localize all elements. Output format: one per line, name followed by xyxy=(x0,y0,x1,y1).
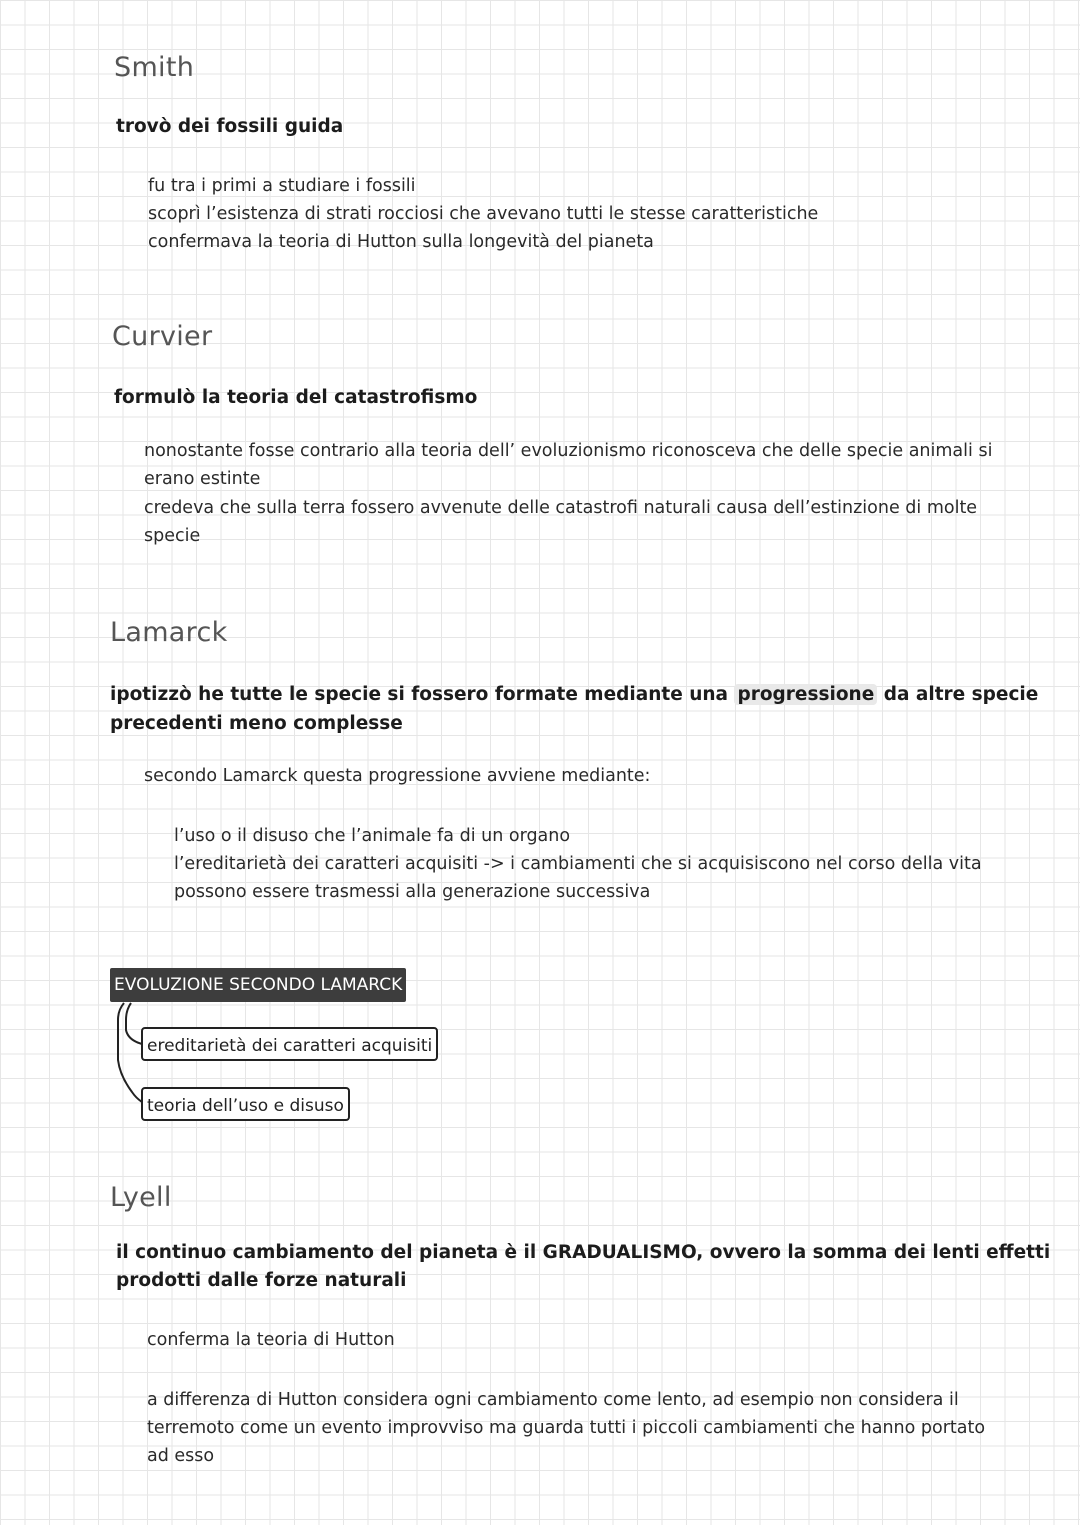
highlighted-term: progressione xyxy=(734,684,877,705)
lamarck-heading xyxy=(110,684,1038,705)
connector-to-uso-disuso xyxy=(118,1003,142,1102)
lamarck-heading-part2: da altre specie xyxy=(883,684,1039,705)
diagram-root-node: EVOLUZIONE SECONDO LAMARCK xyxy=(110,968,406,1002)
curvier-heading: formulò la teoria del catastrofismo xyxy=(114,387,478,408)
curvier-line: credeva che sulla terra fossero avvenute delle catastrofi naturali causa dell’estinzione di molte xyxy=(144,498,978,518)
lyell-heading-line2: prodotti dalle forze naturali xyxy=(116,1270,407,1291)
smith-heading: trovò dei fossili guida xyxy=(116,116,344,137)
lamarck-point: l’uso o il disuso che l’animale fa di un organo xyxy=(174,826,571,846)
smith-line: scoprì l’esistenza di strati rocciosi che avevano tutti le stesse caratteristiche xyxy=(148,204,819,224)
curvier-line: erano estinte xyxy=(144,469,261,489)
lyell-line: conferma la teoria di Hutton xyxy=(147,1330,395,1350)
diagram-node-uso-disuso: teoria dell’uso e disuso xyxy=(141,1087,350,1121)
section-title-smith: Smith xyxy=(114,52,195,83)
lamarck-point: l’ereditarietà dei caratteri acquisiti -> i cambiamenti che si acquisiscono nel corso della vita xyxy=(174,854,982,874)
lamarck-heading-line2: precedenti meno complesse xyxy=(110,713,403,734)
lyell-line: a differenza di Hutton considera ogni cambiamento come lento, ad esempio non considera il xyxy=(147,1390,959,1410)
lyell-heading: il continuo cambiamento del pianeta è il GRADUALISMO, ovvero la somma dei lenti effetti xyxy=(116,1242,1051,1263)
section-title-curvier: Curvier xyxy=(112,321,213,352)
lyell-line: terremoto come un evento improvviso ma guarda tutti i piccoli cambiamenti che hanno portato xyxy=(147,1418,986,1438)
lamarck-point: possono essere trasmessi alla generazione successiva xyxy=(174,882,651,902)
lyell-line: ad esso xyxy=(147,1446,215,1466)
section-title-lamarck: Lamarck xyxy=(110,617,228,648)
curvier-line: nonostante fosse contrario alla teoria dell’ evoluzionismo riconosceva che delle specie animali si xyxy=(144,441,993,461)
smith-line: confermava la teoria di Hutton sulla longevità del pianeta xyxy=(148,232,654,252)
lamarck-heading-part1: ipotizzò he tutte le specie si fossero formate mediante una xyxy=(110,684,729,705)
lamarck-intro: secondo Lamarck questa progressione avviene mediante: xyxy=(144,766,651,786)
diagram-node-ereditarieta: ereditarietà dei caratteri acquisiti xyxy=(141,1027,438,1061)
curvier-line: specie xyxy=(144,526,201,546)
connector-to-ereditarieta xyxy=(126,1003,142,1044)
section-title-lyell: Lyell xyxy=(110,1182,172,1213)
smith-line: fu tra i primi a studiare i fossili xyxy=(148,176,416,196)
